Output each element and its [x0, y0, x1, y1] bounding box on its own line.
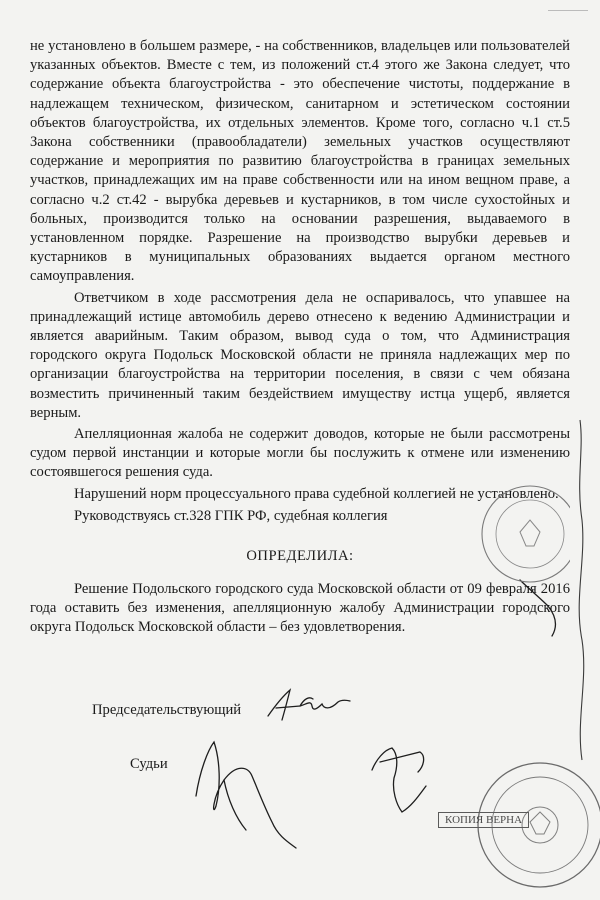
ruling-heading: ОПРЕДЕЛИЛА:: [246, 548, 354, 564]
paragraph-4: Нарушений норм процессуального права судебной коллегией не установлено.: [74, 485, 559, 502]
second-seal-icon: [470, 470, 570, 590]
judges-label: Судьи: [130, 756, 168, 772]
presiding-signature: [268, 690, 350, 720]
paragraph-5: Руководствуясь ст.328 ГПК РФ, судебная коллегия: [74, 507, 388, 524]
paragraph-3: Апелляционная жалоба не содержит доводов, которые не были рассмотрены судом первой инстанции и которые могли бы послужить к отмене или изменению состоявшегося решения суда.: [30, 426, 570, 481]
judge-signature-1: [196, 742, 296, 848]
paragraph-6: Решение Подольского городского суда Московской области от 09 февраля 2016 года оставить без изменения, апелляционную жалобу Администрации городского округа Подольск Московской области – без удовлетворения.: [30, 581, 570, 636]
presiding-judge-label: Председательствующий: [92, 702, 242, 718]
paragraph-2: Ответчиком в ходе рассмотрения дела не оспаривалось, что упавшее на принадлежащий истице автомобиль дерево отнесено к ведению Администрации и является аварийным. Таким образом, вывод суда о том, что Администрация городского округа Подольск Московской области не приняла надлежащих мер по организации благоустройства на территории поселения, в связи с чем обязана возместить причиненный таким бездействием имуществу истца ущерб, является верным.: [30, 289, 570, 421]
copy-verified-stamp: КОПИЯ ВЕРНА: [438, 812, 529, 828]
margin-handwriting: [560, 410, 600, 770]
paragraph-1: не установлено в большем размере, - на собственников, владельцев или пользователей указанных объектов. Вместе с тем, из положений ст.4 этого же Закона следует, что содержание объекта благоустройства - это обеспечение чистоты, поддержание в надлежащем техническом, физическом, санитарном и эстетическом состоянии объектов благоустройства, их отдельных элементов. Кроме того, согласно ч.1 ст.5 Закона собственники (правообладатели) земельных участков осуществляют содержание и мероприятия по развитию благоустройства в границах земельных участков, принадлежащих им на праве собственности или на ином вещном праве, а согласно ч.2 ст.42 - вырубка деревьев и кустарников, в том числе сухостойных и больных, производится только на основании разрешения, выдаваемого в установленном порядке. Разрешение на производство вырубки деревьев и кустарников в муниципальных образованиях выдается органом местного самоуправления.: [30, 38, 570, 285]
